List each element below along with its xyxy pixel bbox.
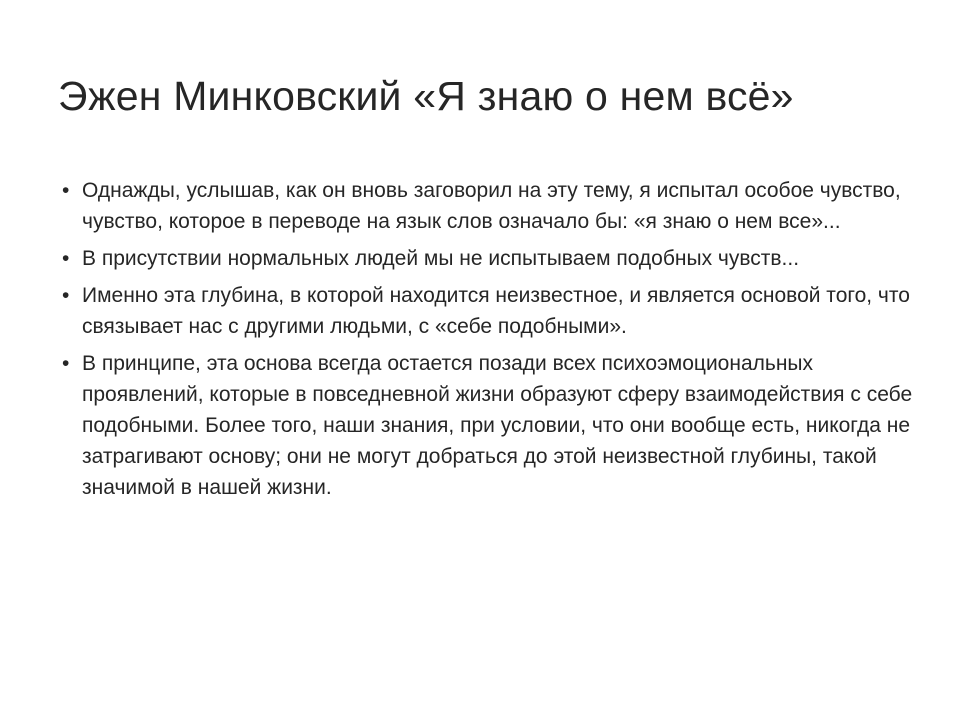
- bullet-marker: •: [62, 179, 70, 202]
- bullet-marker: •: [62, 352, 70, 375]
- bullet-item: [62, 280, 920, 342]
- bullet-marker: •: [62, 284, 70, 307]
- bullet-item: [62, 348, 920, 503]
- bullet-text: В присутствии нормальных людей мы не испытываем подобных чувств...: [82, 247, 800, 270]
- bullet-text: Именно эта глубина, в которой находится неизвестное, и является основой того, что связывает нас с другими людьми, с «себе подобными».: [82, 284, 910, 338]
- bullet-list: [62, 175, 920, 509]
- bullet-item: [62, 175, 920, 237]
- bullet-item: [62, 243, 920, 274]
- bullet-marker: •: [62, 247, 70, 270]
- bullet-text: В принципе, эта основа всегда остается позади всех психоэмоциональных проявлений, которые в повседневной жизни образуют сферу взаимодействия с себе подобными. Более того, наши знания, при условии, что они вообще есть, никогда не затрагивают основу; они не могут добраться до этой неизвестной глубины, такой значимой в нашей жизни.: [82, 352, 913, 499]
- slide-title: Эжен Минковский «Я знаю о нем всё»: [58, 73, 794, 119]
- bullet-text: Однажды, услышав, как он вновь заговорил на эту тему, я испытал особое чувство, чувство, которое в переводе на язык слов означало бы: «я знаю о нем все»...: [82, 179, 901, 233]
